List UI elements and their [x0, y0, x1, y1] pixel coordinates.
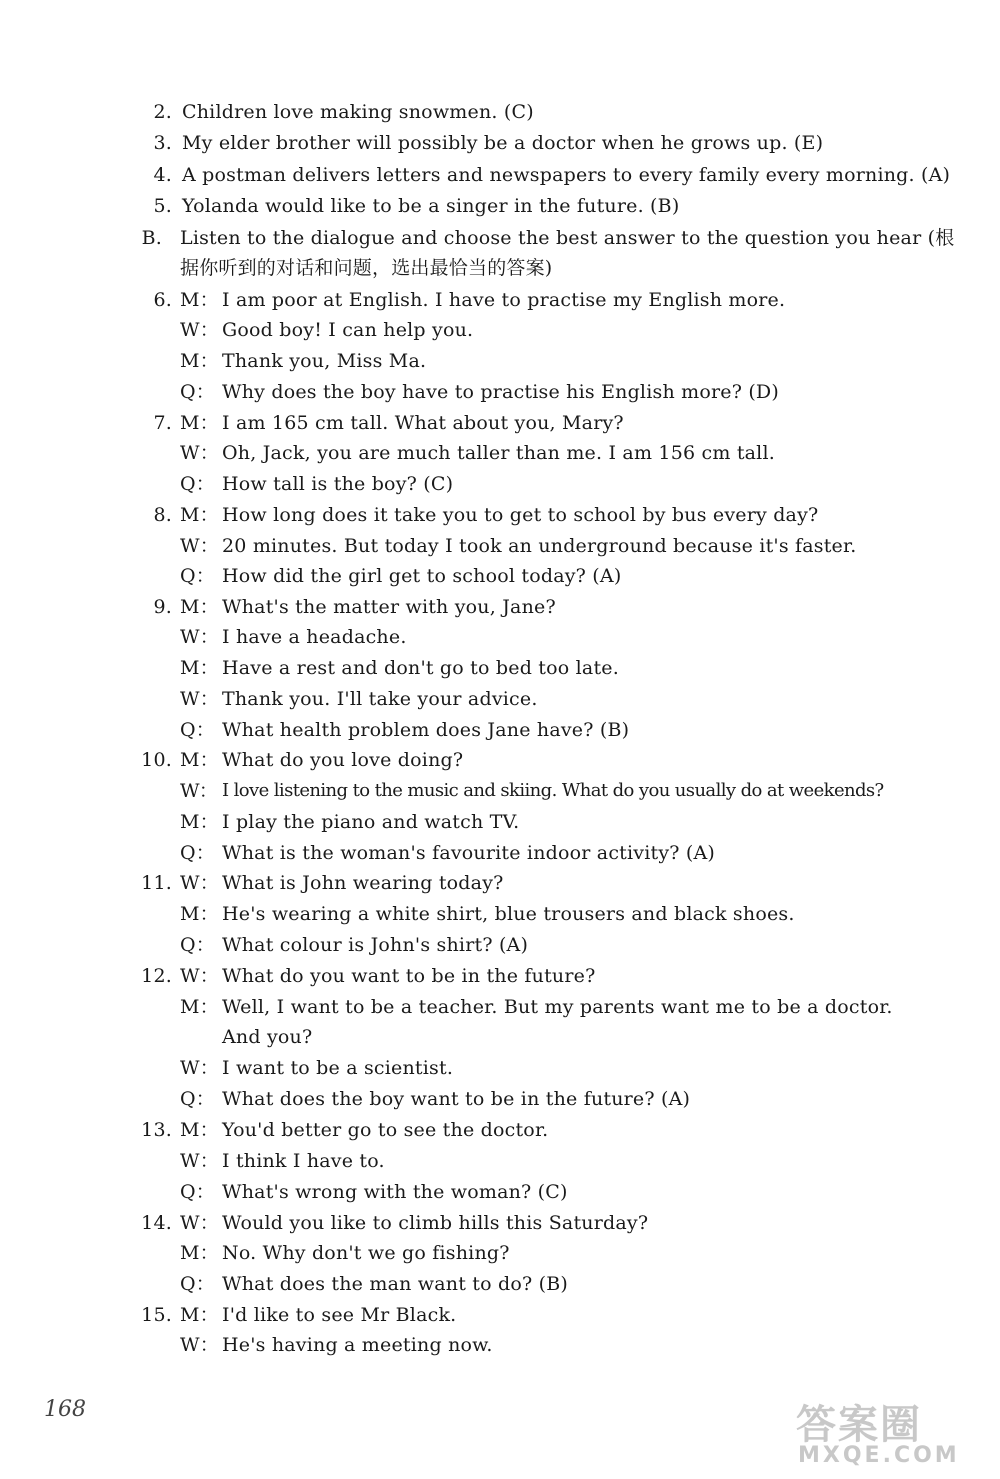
answer-text: My elder brother will possibly be a doctor when he grows up. (E) [182, 132, 824, 154]
speaker-label: W： [180, 442, 219, 464]
dialogue-text: Thank you. I'll take your advice. [222, 688, 538, 710]
dialogue-text: Would you like to climb hills this Saturday? [222, 1212, 649, 1234]
dialogue-line [0, 653, 1000, 683]
speaker-label: Q： [180, 1181, 215, 1203]
dialogue-line [0, 899, 1000, 929]
dialogue-line [0, 1208, 1000, 1238]
speaker-label: W： [180, 1150, 219, 1172]
dialogue-text: You'd better go to see the doctor. [222, 1119, 549, 1141]
dialogue-line [0, 315, 1000, 345]
section-instruction-cn: 据你听到的对话和问题，选出最恰当的答案) [180, 257, 553, 279]
dialogue-line [0, 930, 1000, 960]
section-letter: B. [141, 227, 162, 249]
dialogue-text: And you? [222, 1026, 313, 1048]
item-number: 4. [153, 164, 172, 186]
dialogue-line [0, 438, 1000, 468]
item-number: 6. [153, 289, 172, 311]
watermark-url: MXQE.COM [798, 1443, 960, 1468]
dialogue-line [0, 592, 1000, 622]
item-number: 7. [153, 412, 172, 434]
speaker-label: M： [180, 1119, 219, 1141]
dialogue-text: I'd like to see Mr Black. [222, 1304, 457, 1326]
speaker-label: W： [180, 1334, 219, 1356]
dialogue-line [0, 531, 1000, 561]
speaker-label: W： [180, 535, 219, 557]
dialogue-text: What's the matter with you, Jane? [222, 596, 556, 618]
speaker-label: Q： [180, 842, 215, 864]
page-number: 168 [44, 1397, 86, 1422]
dialogue-line [0, 1115, 1000, 1145]
dialogue-line [0, 1177, 1000, 1207]
dialogue-line [0, 1300, 1000, 1330]
speaker-label: M： [180, 350, 219, 372]
answer-line [0, 128, 1000, 158]
dialogue-line [0, 992, 1000, 1022]
item-number: 9. [153, 596, 172, 618]
dialogue-line [0, 346, 1000, 376]
dialogue-line [0, 1238, 1000, 1268]
dialogue-text: What does the boy want to be in the future? (A) [222, 1088, 691, 1110]
speaker-label: W： [180, 319, 219, 341]
dialogue-text: How did the girl get to school today? (A) [222, 565, 622, 587]
item-number: 14. [141, 1212, 172, 1234]
dialogue-text: I have a headache. [222, 626, 407, 648]
dialogue-text: How long does it take you to get to school by bus every day? [222, 504, 819, 526]
item-number: 5. [153, 195, 172, 217]
dialogue-line [0, 715, 1000, 745]
speaker-label: M： [180, 1242, 219, 1264]
dialogue-text: I am poor at English. I have to practise my English more. [222, 289, 786, 311]
speaker-label: M： [180, 749, 219, 771]
dialogue-text: What does the man want to do? (B) [222, 1273, 569, 1295]
dialogue-text: I am 165 cm tall. What about you, Mary? [222, 412, 624, 434]
dialogue-text: What is John wearing today? [222, 872, 504, 894]
dialogue-text: I think I have to. [222, 1150, 385, 1172]
speaker-label: W： [180, 626, 219, 648]
answer-text: Yolanda would like to be a singer in the future. (B) [182, 195, 680, 217]
dialogue-text: Why does the boy have to practise his English more? (D) [222, 381, 779, 403]
answer-text: Children love making snowmen. (C) [182, 101, 534, 123]
watermark-title: 答案圈 [796, 1402, 922, 1448]
dialogue-text: What health problem does Jane have? (B) [222, 719, 630, 741]
section-heading [0, 223, 1000, 253]
dialogue-text: What do you love doing? [222, 749, 464, 771]
dialogue-text: Good boy! I can help you. [222, 319, 474, 341]
dialogue-line [0, 1022, 1000, 1052]
speaker-label: M： [180, 903, 219, 925]
speaker-label: M： [180, 596, 219, 618]
answer-line [0, 191, 1000, 221]
dialogue-text: How tall is the boy? (C) [222, 473, 454, 495]
dialogue-line [0, 408, 1000, 438]
speaker-label: W： [180, 688, 219, 710]
watermark-logo [788, 1393, 988, 1473]
dialogue-text: What colour is John's shirt? (A) [222, 934, 529, 956]
dialogue-text: What is the woman's favourite indoor activity? (A) [222, 842, 716, 864]
dialogue-text: Well, I want to be a teacher. But my parents want me to be a doctor. [222, 996, 893, 1018]
item-number: 12. [141, 965, 172, 987]
dialogue-line [0, 377, 1000, 407]
item-number: 10. [141, 749, 172, 771]
dialogue-text: I play the piano and watch TV. [222, 811, 520, 833]
speaker-label: Q： [180, 1088, 215, 1110]
item-number: 11. [141, 872, 172, 894]
speaker-label: M： [180, 811, 219, 833]
dialogue-line [0, 838, 1000, 868]
dialogue-text: He's wearing a white shirt, blue trousers and black shoes. [222, 903, 795, 925]
dialogue-line [0, 745, 1000, 775]
speaker-label: M： [180, 996, 219, 1018]
dialogue-line [0, 1053, 1000, 1083]
dialogue-line [0, 500, 1000, 530]
speaker-label: M： [180, 504, 219, 526]
dialogue-text: 20 minutes. But today I took an underground because it's faster. [222, 535, 857, 557]
dialogue-line [0, 1269, 1000, 1299]
speaker-label: M： [180, 289, 219, 311]
answer-text: A postman delivers letters and newspapers to every family every morning. (A) [182, 164, 951, 186]
speaker-label: W： [180, 1212, 219, 1234]
answer-line [0, 97, 1000, 127]
answer-line [0, 160, 1000, 190]
speaker-label: W： [180, 1057, 219, 1079]
speaker-label: W： [180, 965, 219, 987]
dialogue-text: I love listening to the music and skiing. What do you usually do at weekends? [222, 780, 884, 801]
speaker-label: Q： [180, 719, 215, 741]
item-number: 3. [153, 132, 172, 154]
dialogue-line [0, 469, 1000, 499]
speaker-label: W： [180, 872, 219, 894]
speaker-label: Q： [180, 473, 215, 495]
dialogue-text: Thank you, Miss Ma. [222, 350, 427, 372]
dialogue-line [0, 1146, 1000, 1176]
dialogue-line [0, 285, 1000, 315]
speaker-label: Q： [180, 1273, 215, 1295]
section-instruction: Listen to the dialogue and choose the best answer to the question you hear (根 [180, 227, 955, 249]
dialogue-text: What's wrong with the woman? (C) [222, 1181, 568, 1203]
dialogue-text: Have a rest and don't go to bed too late. [222, 657, 619, 679]
dialogue-line [0, 776, 1000, 806]
dialogue-text: Oh, Jack, you are much taller than me. I am 156 cm tall. [222, 442, 775, 464]
dialogue-line [0, 622, 1000, 652]
item-number: 13. [141, 1119, 172, 1141]
item-number: 15. [141, 1304, 172, 1326]
speaker-label: M： [180, 412, 219, 434]
dialogue-line [0, 684, 1000, 714]
dialogue-text: I want to be a scientist. [222, 1057, 454, 1079]
speaker-label: Q： [180, 565, 215, 587]
dialogue-line [0, 807, 1000, 837]
item-number: 8. [153, 504, 172, 526]
item-number: 2. [153, 101, 172, 123]
section-heading-continued [0, 253, 1000, 283]
dialogue-text: No. Why don't we go fishing? [222, 1242, 510, 1264]
dialogue-line [0, 561, 1000, 591]
speaker-label: M： [180, 657, 219, 679]
speaker-label: W： [180, 780, 218, 802]
dialogue-text: He's having a meeting now. [222, 1334, 493, 1356]
speaker-label: M： [180, 1304, 219, 1326]
speaker-label: Q： [180, 381, 215, 403]
dialogue-line [0, 1084, 1000, 1114]
speaker-label: Q： [180, 934, 215, 956]
dialogue-line [0, 868, 1000, 898]
dialogue-text: What do you want to be in the future? [222, 965, 596, 987]
dialogue-line [0, 961, 1000, 991]
dialogue-line [0, 1330, 1000, 1360]
